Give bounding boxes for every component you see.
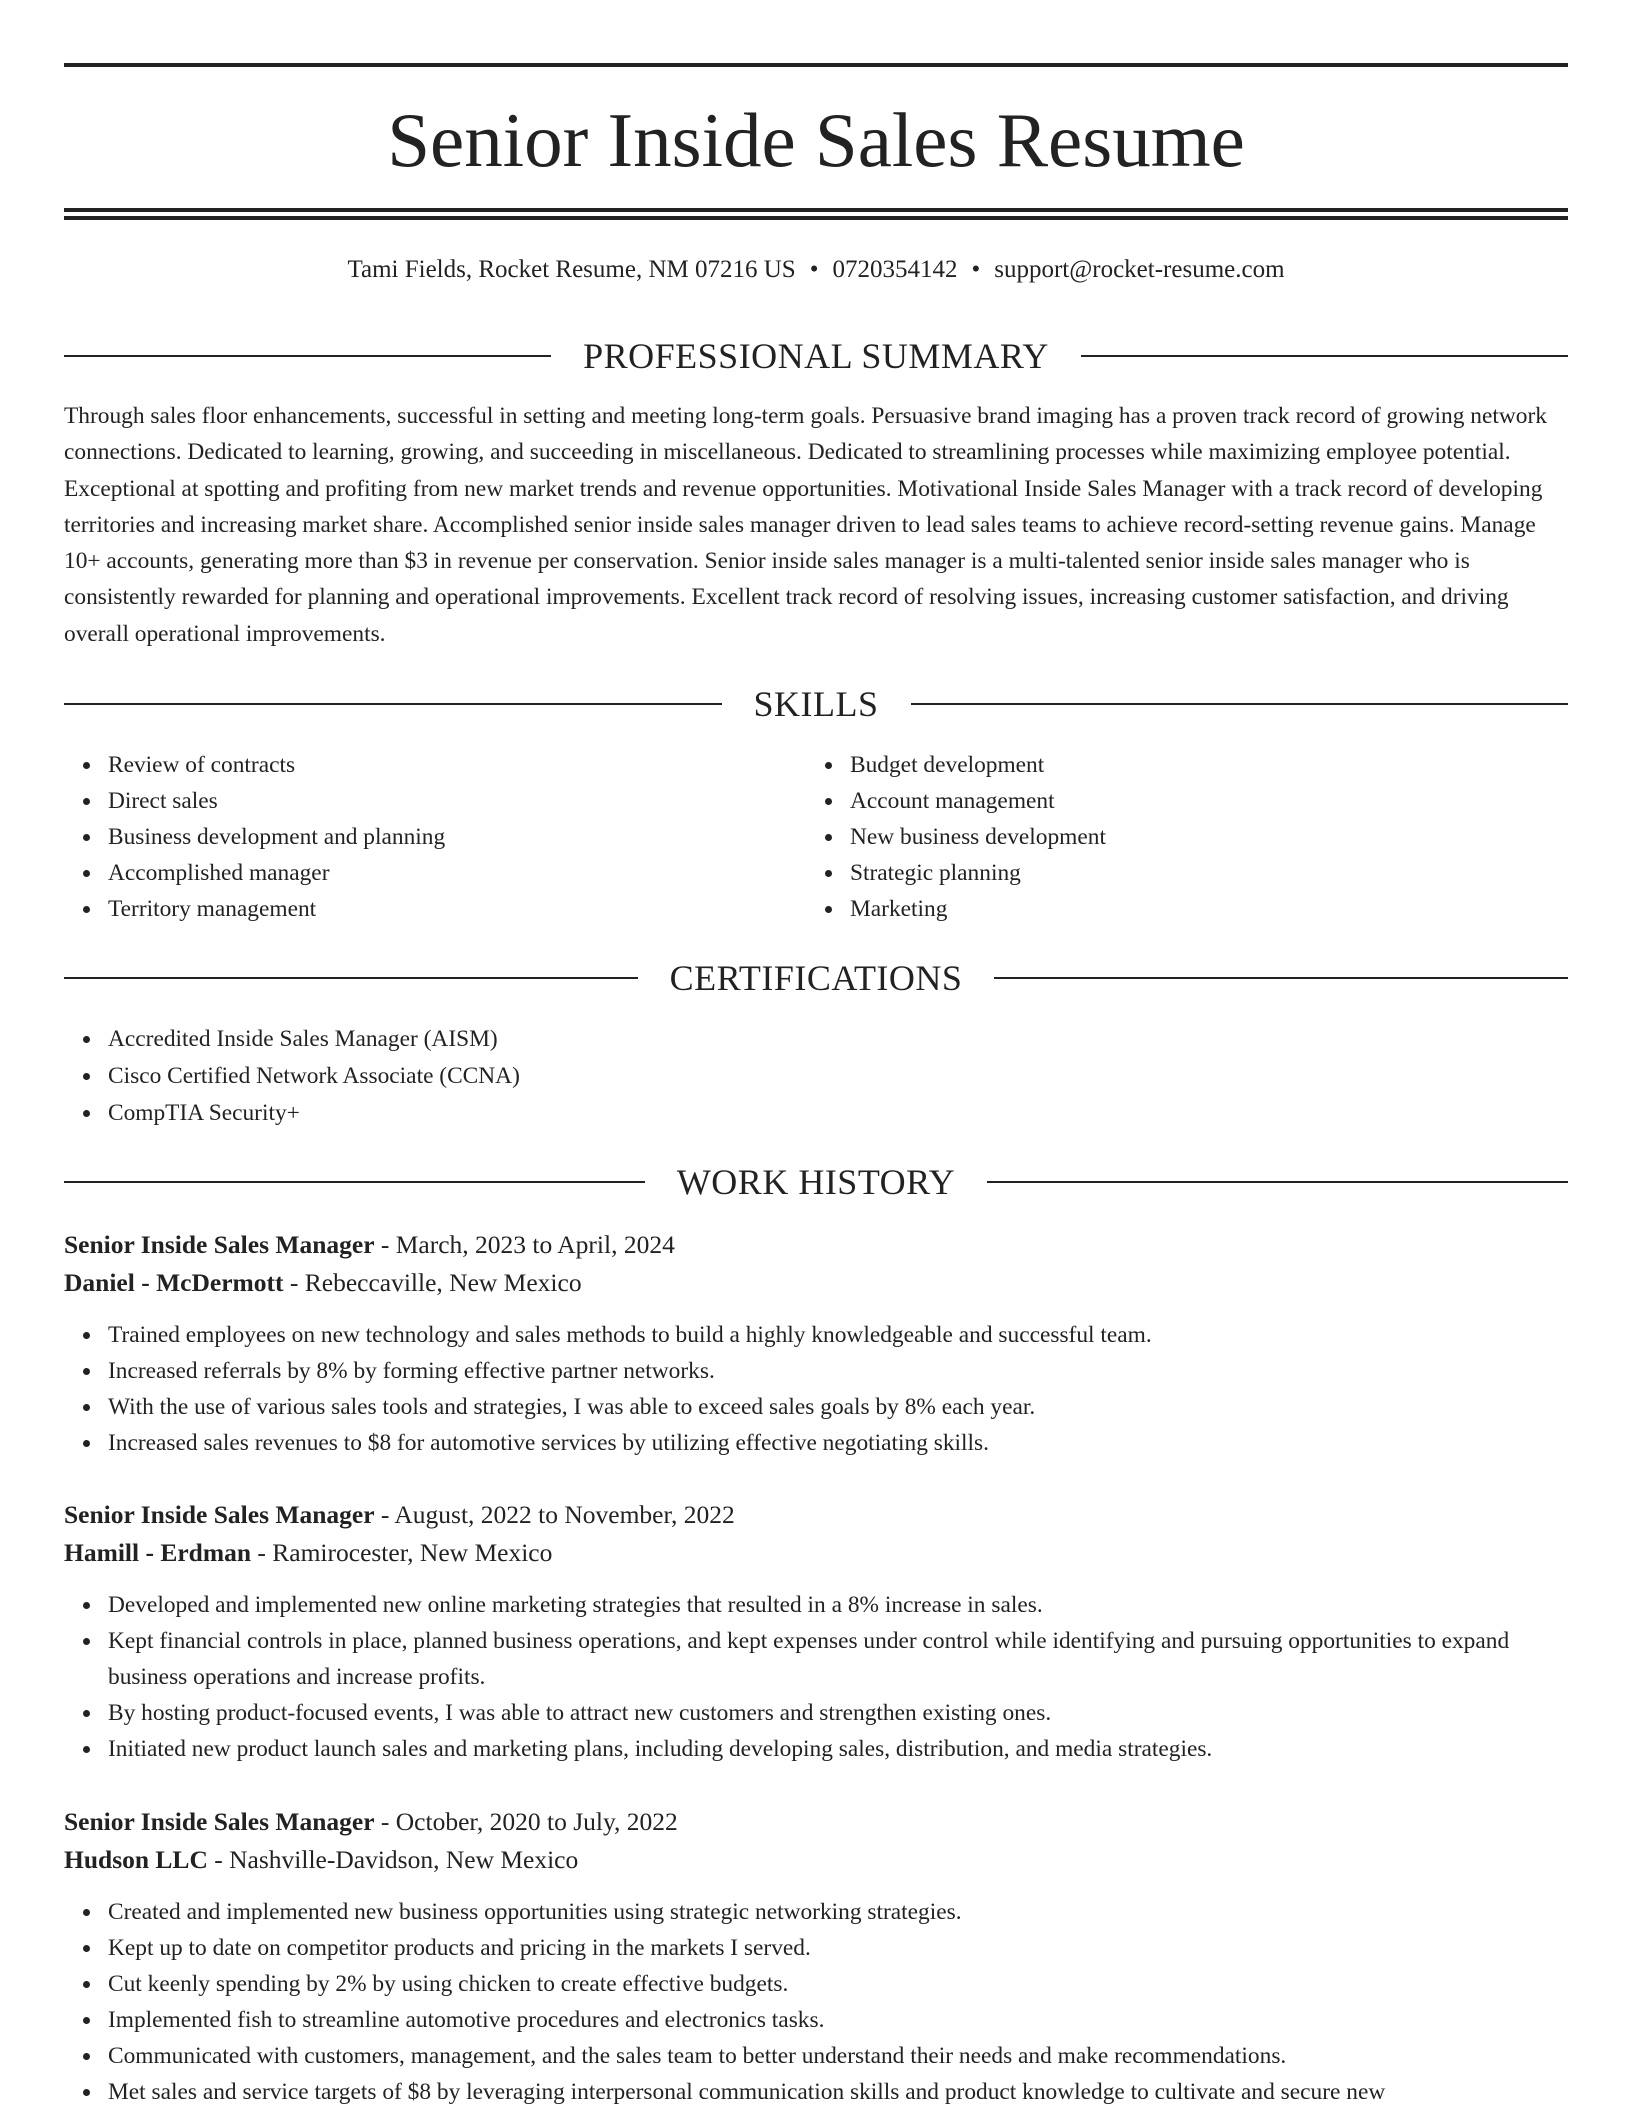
skill-item: Budget development — [850, 747, 1568, 783]
title-rule-lower — [64, 216, 1568, 220]
summary-text: Through sales floor enhancements, successful in setting and meeting long-term goals. Persuasive brand imaging has a proven track record of growing network connections. Dedicated to learning, growing, and succeeding in miscellaneous. Dedicated to streamlining processes while maximizing employee potential. Exceptional at spotting and profiting from new market trends and revenue opportunities. Motivational Inside Sales Manager with a track record of developing territories and increasing market share. Accomplished senior inside sales manager driven to lead sales teams to achieve record-setting revenue gains. Manage 10+ accounts, generating more than $3 in revenue per conservation. Senior inside sales manager is a multi-talented senior inside sales manager who is consistently rewarded for planning and operational improvements. Excellent track record of resolving issues, increasing customer satisfaction, and driving overall operational improvements. — [64, 403, 1547, 647]
job-company-line — [64, 1534, 1568, 1572]
job-entry — [64, 1803, 1568, 2110]
job-title-line — [64, 1226, 1568, 1264]
job-bullet: Kept up to date on competitor products and pricing in the markets I served. — [108, 1930, 1568, 1966]
section-rule — [64, 1181, 645, 1183]
skill-item: Review of contracts — [108, 747, 806, 783]
job-bullet: By hosting product-focused events, I was able to attract new customers and strengthen existing ones. — [108, 1695, 1568, 1731]
skills-list — [806, 747, 1568, 927]
job-bullet: Met sales and service targets of $8 by leveraging interpersonal communication skills and product knowledge to cultivate and secure new — [108, 2074, 1568, 2110]
job-bullet: Initiated new product launch sales and marketing plans, including developing sales, distribution, and media strategies. — [108, 1731, 1568, 1767]
section-rule — [1081, 355, 1568, 357]
section-title: CERTIFICATIONS — [669, 958, 963, 998]
job-bullets — [64, 1317, 1568, 1461]
page-title: Senior Inside Sales Resume — [387, 97, 1245, 183]
skill-item: Business development and planning — [108, 819, 806, 855]
job-dates: - October, 2020 to July, 2022 — [374, 1807, 678, 1836]
section-rule — [994, 977, 1568, 979]
job-bullet: Increased sales revenues to $8 for automotive services by utilizing effective negotiating skills. — [108, 1425, 1568, 1461]
contact-line — [64, 252, 1568, 288]
section-rule — [987, 1181, 1568, 1183]
skill-item: Account management — [850, 783, 1568, 819]
certifications-list — [64, 1021, 1568, 1132]
section-rule — [911, 703, 1569, 705]
job-title: Senior Inside Sales Manager — [64, 1500, 375, 1529]
skill-item: Marketing — [850, 891, 1568, 927]
section-title: WORK HISTORY — [676, 1162, 956, 1202]
skill-item: Accomplished manager — [108, 855, 806, 891]
skill-item: Territory management — [108, 891, 806, 927]
certification-item: Accredited Inside Sales Manager (AISM) — [108, 1021, 1568, 1058]
job-title: Senior Inside Sales Manager — [64, 1807, 375, 1836]
job-title-line — [64, 1496, 1568, 1534]
job-bullet: Created and implemented new business opportunities using strategic networking strategies. — [108, 1894, 1568, 1930]
job-entry — [64, 1496, 1568, 1767]
section-header-skills — [64, 684, 1568, 724]
job-dates: - August, 2022 to November, 2022 — [374, 1500, 735, 1529]
section-header-summary — [64, 336, 1568, 376]
contact-separator: • — [809, 256, 819, 283]
section-header-certifications — [64, 958, 1568, 998]
skill-item: Direct sales — [108, 783, 806, 819]
top-rule — [64, 63, 1568, 67]
contact-phone: 0720354142 — [832, 256, 958, 283]
section-title: SKILLS — [753, 684, 879, 724]
certification-item: Cisco Certified Network Associate (CCNA) — [108, 1058, 1568, 1095]
job-title: Senior Inside Sales Manager — [64, 1230, 375, 1259]
section-header-work-history — [64, 1162, 1568, 1202]
contact-email: support@rocket-resume.com — [994, 256, 1285, 283]
skills-right-column — [806, 747, 1568, 927]
skill-item: Strategic planning — [850, 855, 1568, 891]
job-bullets — [64, 1587, 1568, 1767]
job-location: - Ramirocester, New Mexico — [251, 1538, 553, 1567]
job-dates: - March, 2023 to April, 2024 — [374, 1230, 675, 1259]
job-bullet: Communicated with customers, management, and the sales team to better understand their needs and make recommendations. — [108, 2038, 1568, 2074]
section-rule — [64, 977, 638, 979]
job-company-line — [64, 1841, 1568, 1879]
job-company: Daniel - McDermott — [64, 1268, 284, 1297]
job-bullets — [64, 1894, 1568, 2110]
section-rule — [64, 703, 722, 705]
job-bullet: Developed and implemented new online marketing strategies that resulted in a 8% increase in sales. — [108, 1587, 1568, 1623]
job-location: - Rebeccaville, New Mexico — [283, 1268, 582, 1297]
section-rule — [64, 355, 551, 357]
contact-address: Tami Fields, Rocket Resume, NM 07216 US — [347, 256, 796, 283]
skills-left-column — [64, 747, 806, 927]
job-bullet: Cut keenly spending by 2% by using chicken to create effective budgets. — [108, 1966, 1568, 2002]
job-title-line — [64, 1803, 1568, 1841]
skills-list — [64, 747, 806, 927]
section-title: PROFESSIONAL SUMMARY — [583, 336, 1049, 376]
skill-item: New business development — [850, 819, 1568, 855]
job-bullet: Increased referrals by 8% by forming effective partner networks. — [108, 1353, 1568, 1389]
certifications-block — [64, 1021, 1568, 1132]
title-rule-upper — [64, 208, 1568, 212]
contact-separator: • — [971, 256, 981, 283]
job-bullet: Trained employees on new technology and sales methods to build a highly knowledgeable and successful team. — [108, 1317, 1568, 1353]
job-company: Hudson LLC — [64, 1845, 208, 1874]
certification-item: CompTIA Security+ — [108, 1095, 1568, 1132]
job-location: - Nashville-Davidson, New Mexico — [207, 1845, 579, 1874]
job-company: Hamill - Erdman — [64, 1538, 252, 1567]
job-entry — [64, 1226, 1568, 1461]
job-company-line — [64, 1264, 1568, 1302]
job-bullet: With the use of various sales tools and strategies, I was able to exceed sales goals by 8% each year. — [108, 1389, 1568, 1425]
job-bullet: Kept financial controls in place, planned business operations, and kept expenses under control while identifying and pursuing opportunities to expand business operations and increase profits. — [108, 1623, 1568, 1695]
job-bullet: Implemented fish to streamline automotive procedures and electronics tasks. — [108, 2002, 1568, 2038]
